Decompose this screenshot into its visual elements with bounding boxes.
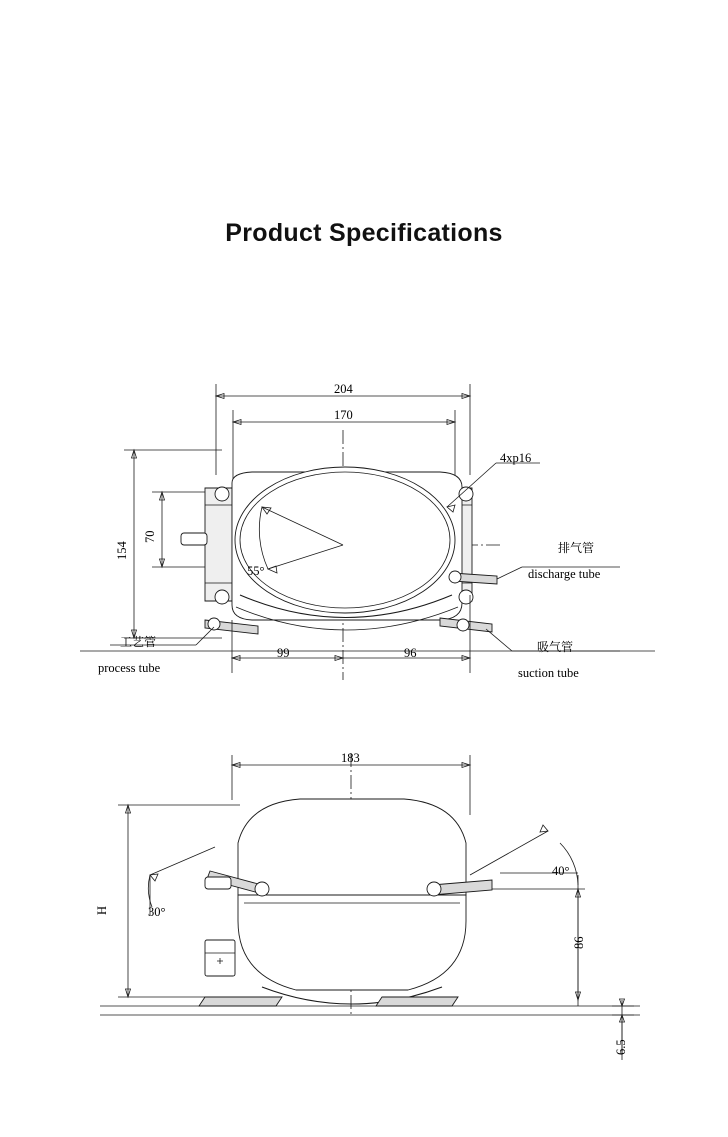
dim-label-4xp16: 4xp16 — [500, 451, 532, 465]
dim-label-angle-30 — [148, 905, 166, 919]
angle-30-value: 30 — [148, 905, 161, 919]
dim-label-170: 170 — [334, 408, 353, 422]
compressor-top-outline — [181, 467, 473, 630]
dim-label-99: 99 — [277, 646, 290, 660]
dim-label-154: 154 — [115, 541, 129, 560]
callout-discharge-tube-cn: 排气管 — [558, 541, 595, 555]
dim-label-angle-55 — [247, 564, 265, 578]
angle-55-unit: ° — [259, 564, 265, 578]
dim-label-H: H — [95, 905, 109, 915]
front-view-drawing — [0, 725, 728, 1125]
dim-label-86: 86 — [572, 936, 586, 949]
angle-40-value: 40 — [552, 864, 565, 878]
callout-suction-tube-en: suction tube — [518, 666, 579, 680]
angle-55-value: 55 — [247, 564, 260, 578]
suction-tube — [440, 618, 492, 632]
top-view-drawing — [0, 355, 728, 715]
dim-label-204: 204 — [334, 382, 353, 396]
dim-label-angle-40 — [552, 864, 570, 878]
dim-label-183: 183 — [341, 751, 360, 765]
compressor-front-outline — [205, 799, 466, 1004]
callout-suction-tube-cn: 吸气管 — [537, 640, 574, 654]
dim-label-6-5: 6.5 — [614, 1039, 628, 1055]
callout-discharge-tube-en: discharge tube — [528, 567, 601, 581]
angle-40-unit: ° — [564, 864, 570, 878]
dim-label-70: 70 — [143, 530, 157, 543]
mounting-feet — [100, 997, 640, 1015]
page-title: Product Specifications — [225, 219, 503, 247]
dim-label-96: 96 — [404, 646, 417, 660]
angle-30-unit: ° — [160, 905, 166, 919]
discharge-tube — [449, 571, 497, 584]
process-tube — [205, 618, 258, 634]
callout-process-tube-cn: 工艺管 — [120, 635, 157, 649]
callout-process-tube-en: process tube — [98, 661, 161, 675]
